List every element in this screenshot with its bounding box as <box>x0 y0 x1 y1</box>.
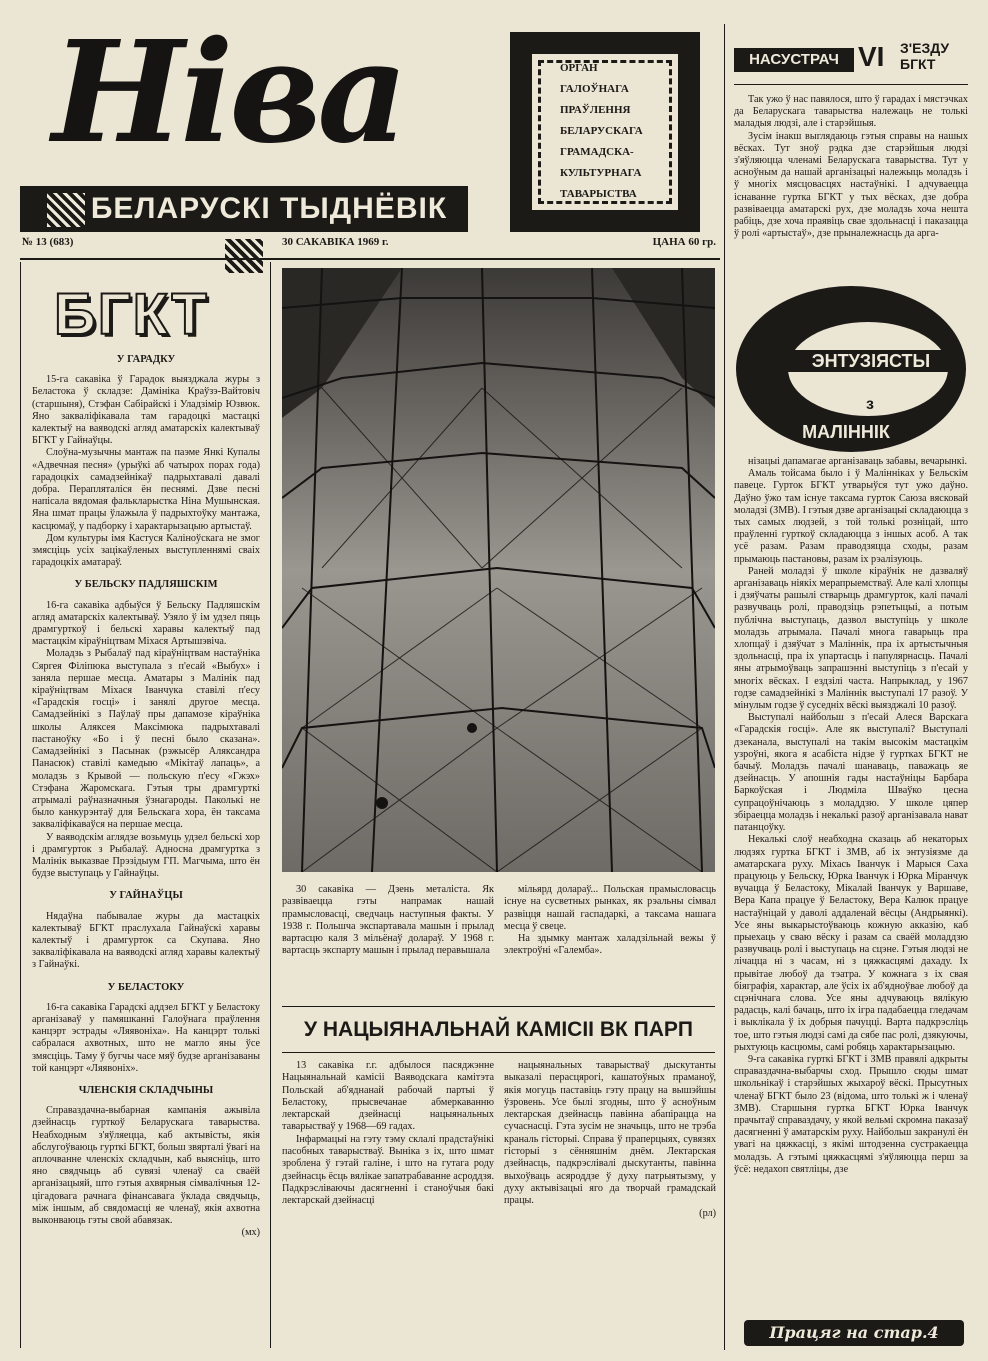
organ-line: ПРАЎЛЕННЯ <box>560 104 631 116</box>
article-signature: (мх) <box>241 1227 260 1239</box>
paragraph: Слоўна-музычны мантаж па паэме Янкі Купалы «Адвечная песня» (урыўкі аб чатырох порах года) гарадоцкіх самадзейнікаў падрыхтавалі давалі добра. Перапляталіся ён песнямі. Дзве песні напісала вядомая фалькларыстка Ніна Мушынская. Яна шмат працы ўлажыла ў падрыхтоўку мантажа, касцюмаў, у падборку і характарызацыю артыстаў. <box>32 447 260 532</box>
section-heading: У БЕЛЬСКУ ПАДЛЯШСКІМ <box>74 579 218 591</box>
masthead-subtitle: БЕЛАРУСКІ ТЫДНЁВІК <box>90 192 448 225</box>
paragraph: Зусім інакш выглядаюць гэтыя справы на нашых вёсках. Тут зноў рэдка дзе старэйшыя людзі з'яўляюцца членамі Беларускага таварыства. Тут у асноўным да нашай арганізацыі належыць моладзь і ў многіх мясцовасцях настаўнікі. І адчуваецца існаванне гуртка БГКТ у тых вёсках, дзе добра развіваецца аматарскі рух, дзе моладзь хоча нешта рабіць, дзе хоча праявіць свае здольнасці і паказацца ў ролі «артыстаў», дзе прыналежнасць да арга- <box>734 130 968 240</box>
banner-line: БГКТ <box>900 56 936 72</box>
organ-line: ОРГАН <box>560 62 598 74</box>
banner-nasustrach: НАСУСТРАЧ <box>734 48 854 72</box>
masthead-title: Ніва <box>52 11 405 175</box>
paragraph: 16-га сакавіка адбыўся ў Бельску Падляшскім агляд аматарскіх калектываў. Узяло ў ім удзел пяць драмгурткоў і бельскі харавы калектыў пад мастацкім кіраўніцтвам Міхася Артышэвіча. <box>32 599 260 648</box>
paragraph: 13 сакавіка г.г. адбылося пасяджэнне Нацыянальнай камісіі Ваяводскага камітэта Польскай аб'яднанай рабочай партыі ў Беластоку, прысвечанае абмеркаванню лектарскай дзейнасці нацыянальных таварыстваў у 1968—69 гадах. <box>282 1060 494 1133</box>
section-heading: У ГАЙНАЎЦЫ <box>109 890 183 902</box>
paragraph: Так ужо ў нас павялося, што ў гарадах і мястэчках да Беларускага таварыства належаць не толькі маладыя людзі, але і старэйшыя. <box>734 94 968 130</box>
banner-congress-number: VI <box>858 41 885 72</box>
organ-line: ГАЛОЎНАГА <box>560 83 629 95</box>
section-heading: У ГАРАДКУ <box>116 354 176 365</box>
issue-date: 30 САКАВІКА 1969 г. <box>282 236 389 248</box>
right-column-text <box>734 456 968 1312</box>
organ-line: КУЛЬТУРНАГА <box>560 167 642 179</box>
bgkt-section-title: БГКТ <box>54 282 209 347</box>
banner-line: З'ЕЗДУ <box>900 40 950 56</box>
banner-rule <box>734 84 968 85</box>
article-signature: (рл) <box>699 1207 716 1219</box>
article-col2 <box>504 1060 716 1220</box>
caption-text: мільярд долараў... Польская прамысловасць існуе на сусветных рынках, як рэальны сімвал развіцця нашай гаспадаркі, а таксама нашага месца ў свеце. <box>504 884 716 932</box>
paragraph: Справаздачна-выбарная кампанія ажывіла дзейнасць гурткоў Беларускага таварыства. Неабходным з'яўляецца, каб актывісты, якія абслугоўваюць гурткі БГКТ, больш звярталі ўвагі на аплочванне членскіх складчын, каб выясніць, што яно свядчыць аб сувязі членаў са сваёй арганізацыяй, што гэтыя ахвярныя сімвалічныя 12-цігадовага рачнага фінансавага ўклада свядчыць, між іншым, аб свядомасці яе членаў, якія ахвотна выконваюць гэты свой абавязак. <box>32 1105 260 1226</box>
issue-number: № 13 (683) <box>22 236 74 248</box>
headline-rule <box>282 1006 715 1007</box>
column-divider <box>724 24 725 1350</box>
organ-line: ГРАМАДСКА- <box>560 146 634 158</box>
issue-price: ЦАНА 60 гр. <box>652 236 716 248</box>
paragraph: Моладзь з Рыбалаў пад кіраўніцтвам настаўніка Сяргея Філіпюка выступала з п'есай «Выбух» і заняла першае месца. Аматары з Малінік пад кіраўніцтвам Міхася Іванчука ставілі п'есу «Гарадскія госці» і занялі другое месца. Самадзейнікі з Паўлаў пры дапамозе кіраўніка школы Аляксея Максімюка падрыхтавалі пастаноўку «Бо і ў песні было сказана». Самадзейнікі з Пасынак (рэжысёр Аляксандра Панасюк) ставілі камедыю «Мікітаў лапаць», а моладзь з Крывой — польскую п'есу «Гжэх» Стэфана Жаромскага. Гэтыя тры драмгурткі атрымалі раўназначныя ўзнагароды. Паколькі не было канкурэнтаў для Бельскага хора, ён таксама заквалiфiкаваўся на першае месца. <box>32 648 260 831</box>
paragraph: Інфармацыі на гэту тэму склалі прадстаўнікі пасобных таварыстваў. Выніка з іх, што шмат зроблена ў гэтай галіне, і што на гутага роду дзейнасць ёсць вялікае запатрабаванне асроддзя. Падкрэсліваючы дасягненні і станоўчыя бакі лектарскай дзейнасці <box>282 1133 494 1207</box>
paragraph: Раней моладзі ў школе кіраўнік не дазваляў арганізаваць ніякіх мерапрыемстваў. Але калі хлопцы і дзяўчаты рашылі стварыць драмгурток, калі пачалі развучваць ролі, праводзіць рэпетыцыі, а потым публічна выступаць, дазвол выступіць у школе моладзь атрымала. Пачалі многа гаварыць пра хлопцаў і дзяўчат з Маліннік, пра іх артыстычныя здольнасці, пра іх упартасць і папулярнасць. Пачалі яны атрымоўваць запрашэнні выступіць з п'есай у многіх вёсках. І ездзілі часта. Напрыклад, у 1967 годзе самадзейнікі з Маліннік выступалі 17 разоў. У мінулым годзе ў суседніх вёскі выязджалі 10 разоў. <box>734 565 968 712</box>
cooling-tower-lattice-image <box>282 268 715 872</box>
organ-line: ТАВАРЫСТВА <box>560 188 637 200</box>
headline-rule <box>282 1052 715 1053</box>
paragraph: 15-га сакавіка ў Гарадок выязджала журы з Беластока ў складзе: Дамініка Краўзэ-Вайтовіч (старшыня), Стэфан Сабірайскі і Уладзімір Юзвюк. Яно заквалiфiкавала там гарадоцкі мастацкі калектыў на ваяводскі агляд аматарскіх калектываў БГКТ у Гайнаўцы. <box>32 374 260 447</box>
feature-title-conjunction: з <box>866 396 874 413</box>
paragraph: Выступалі найбольш з п'есай Алеся Варскага «Гарадскія госці». Але як выступалі? Выступалі дзеканала, выступалі на такім высокім мастацкім узроўні, якога я асабіста нідзе ў гуртках БГКТ не бачыў. Моладзь пачалі шанаваць, паважаць яе дзейнасць. У апошнія гады настаўніцы Барбара Баркоўская і Людміла Шваўко цесна супрацоўнічаюць з моладдзю. У школе цяпер збіраецца моладзь і некалькі разоў арганізавала нават патанцоўку. <box>734 712 968 834</box>
caption-text: 30 сакавіка — Дзень металіста. Як развіваецца гэты напрамак нашай прамысловасці, сведчаць наступныя факты. У 1938 г. Польшча экспартавала машын і прылад вартасцю каля 3 мільёнаў долараў. У 1968 г. вартасць экспарту машын і прылад перавышала <box>282 884 494 957</box>
paragraph: Дом культуры імя Кастуся Каліноўскага не змог змясціць усіх зацікаўленых выступленнямі сваіх гарадоцкіх аматараў. <box>32 532 260 569</box>
right-intro-text <box>734 94 968 278</box>
column-divider <box>270 262 271 1348</box>
section-heading: ЧЛЕНСКІЯ СКЛАДЧЫНЫ <box>78 1084 214 1096</box>
left-column-text <box>32 344 260 1344</box>
photo-caption-col1 <box>282 884 494 958</box>
masthead-rule <box>20 258 720 260</box>
ornament-right-icon <box>225 239 263 273</box>
article-col1 <box>282 1060 494 1208</box>
continued-on-page-link: Працяг на стар.4 <box>744 1320 964 1346</box>
ornament-left-icon <box>47 193 85 227</box>
enthusiasts-feature-graphic <box>736 286 966 452</box>
article-headline: У НАЦЫЯНАЛЬНАЙ КАМІСІІ ВК ПАРП <box>303 1018 694 1041</box>
cooling-tower-photo <box>282 268 715 872</box>
paragraph: нацыянальных таварыстваў дыскутанты выказалі перасцярогі, кашатоўных праманоў, якія могуць паставіць гэту працу на вышэйшы ўзровень. Усе былі згодны, што ў асноўным лектарская дзейнасць павінна абапірацца на сучаснасці. Гэта зусім не значыць, што не трэба краналь гісторыі. Справа ў праперцыях, сувязях гісторыі з сённяшнім днём. Лектарская дзейнасць, падкрэслівалі дыскутанты, павінна выхоўваць асяроддзе ў духу патрыятызму, у духу актывізацыі яго да творчай грамадскай працы. <box>504 1060 716 1207</box>
masthead-subtitle-band <box>20 186 468 232</box>
photo-caption-col2 <box>504 884 716 958</box>
organ-statement <box>560 58 680 205</box>
organ-line: БЕЛАРУСКАГА <box>560 125 643 137</box>
paragraph: 9-га сакавіка гурткі БГКТ і ЗМВ правялі адкрыты справаздачна-выбарчы сход. Прышло сюды шмат школьнікаў і старэйшых жыхароў вёскі. Прысутных членаў БГКТ было 23 (відома, што толькі ж і членаў ЗМВ). Старшыня гуртка БГКТ Юрка Іванчук прачытаў справаздачу, у якой вельмі скромна паказаў дасягненні ў аматарскім руху. Найбольш закранулі ён увагі на цяжкасці, з якімі штодзенна сустракаецца моладзь. А гэтымі цяжкасцямі з'яўляюцца перш за ўсё: недахоп святліцы, дзе <box>734 1053 968 1175</box>
paragraph: 16-га сакавіка Гарадскі аддзел БГКТ у Беластоку арганізаваў у памяшканні Галоўнага праўлення канцэрт эстрады «Ляявоніха». На канцэрт толькі сабралася ахвотных, што не магло яны ўсе змясціць. Таму ў бугчы часе мяў будзе арганізаваны той канцэрт «Ляявоніх». <box>32 1001 260 1074</box>
paragraph: Нядаўна пабывалае журы да мастацкіх калектываў БГКТ праслухала Гайнаўскі харавы калектыў і драмгурток са Скупава. Яно заквалiфiкавала на ваяводскі агляд харавы калектыў з Гайнаўкі. <box>32 910 260 971</box>
paragraph: Некалькі слоў неабходна сказаць аб некаторых людзях гуртка БГКТ і ЗМВ, аб іх энтузіязме да аматарскага руху. Міхась Іванчук і Марыся Саха працуюць у Бельску, Юрка Іванчук і Юрка Міранчук вучацца ў Беластоку, Мікалай Іванчук у Варшаве, Вера Капа працуе ў Беластоку, Вера Калюк працуе настаўніцай у даволі аддаленай вёсцы (Андрыянкі). Усе яны выкарыстоўваюць кожную акказію, каб прыехаць у сваю вёску і разам са сваёй моладдзю развучваць ролі і выступаць на сцэне. Гэтыя людзі не лічацца ні з часам, ні з цяжкасцямі дахаду. Іх прывітае любоў да тэатра. У кожнага з іх свая біяграфія, характар, але ўсіх іх аб'ядноўвае любоў да сцэнічнага слова. Усе яны адчуваюць вялікую радасць, калі бачаць, што іх ігра падабаецца гледачам і выклікала ў іх добрыя пачуцці. Варта падкрэсліць тое, што гэтыя людзі самі да сябе пас ролі, дзякуючы, рыхтуюць касцюмы, самі робяць характарызацыю. <box>734 834 968 1053</box>
paragraph: У ваяводскім аглядзе возьмуць удзел бельскі хор і драмгурток з Рыбалаў. Адносна драмгуртка з Малінік выказвае Прэзідыум ГП. Магчыма, што ён будзе выступаць у Гайнаўцы. <box>32 831 260 880</box>
banner-congress-label <box>900 40 968 72</box>
feature-title: ЭНТУЗІЯСТЫ <box>786 350 956 372</box>
paragraph: Амаль тойсама было і ў Малінніках у Бельскім павеце. Гурток БГКТ утварыўся тут ужо даўно. Даўно ўжо там існуе таксама гурток Саюза вясковай моладзі (ЗМВ). І гэтыя дзве арганізацыі складаюцца з тых самых людзей, з той толькі розніцай, што праўленні гурткоў складаюцца з іншых асоб. А так усё разам. Разам праводзяцца сходы, разам прымаюць пастановы, разам іх рэалізуюць. <box>734 468 968 565</box>
feature-title-place: МАЛІННІК <box>802 422 890 442</box>
paragraph: нізацыі дапамагае арганізаваць забавы, вечарынкі. <box>748 456 968 467</box>
column-divider <box>20 262 21 1348</box>
section-heading: У БЕЛАСТОКУ <box>107 981 185 993</box>
caption-text: На здымку мантаж халадзільнай вежы ў электроўні «Галемба». <box>504 933 716 957</box>
